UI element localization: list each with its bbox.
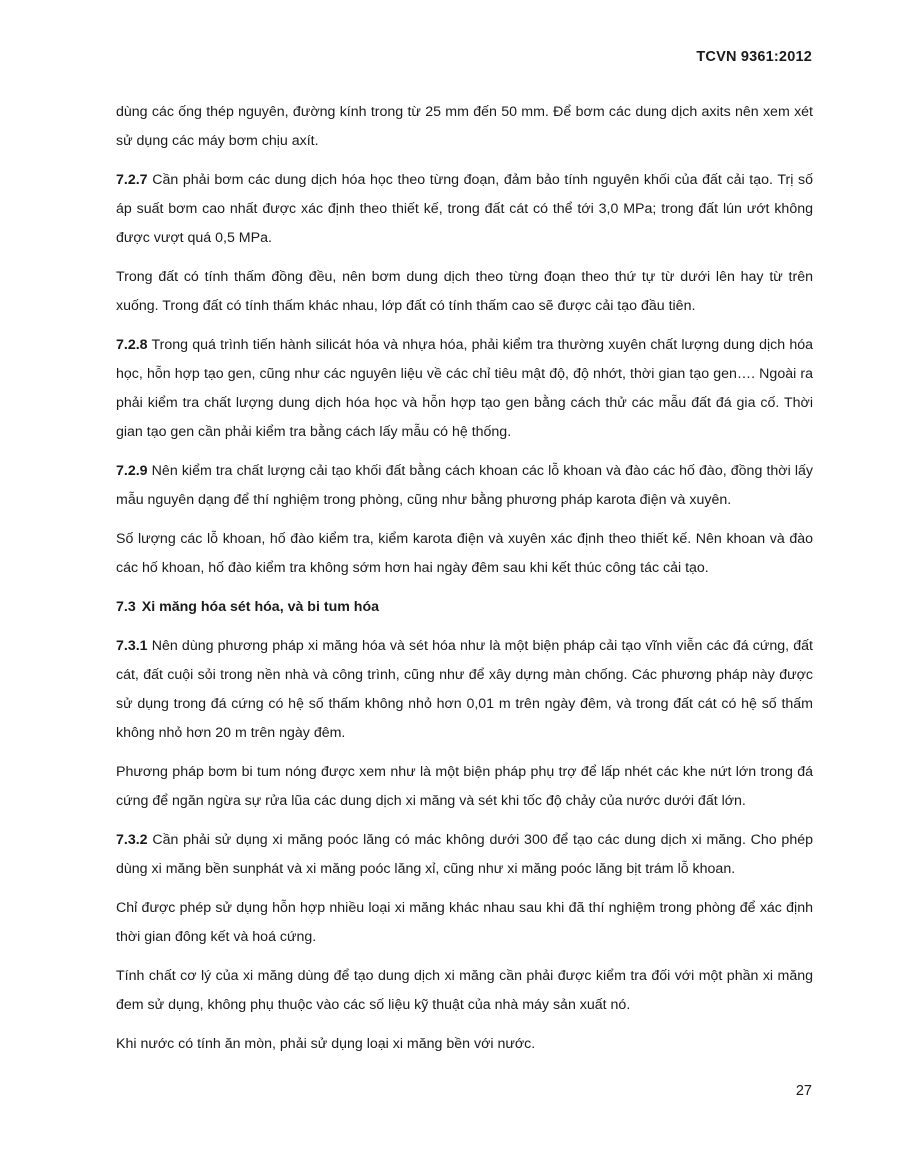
clause-number: 7.3.2: [116, 832, 148, 848]
paragraph: [116, 894, 813, 952]
section-heading-7-3: [116, 593, 813, 622]
paragraph-text: Cần phải sử dụng xi măng poóc lăng có mác không dưới 300 để tạo các dung dịch xi măng. Cho phép dùng xi măng bền sunphát và xi măng poóc lăng xỉ, cũng như xi măng poóc lăng bịt trám lỗ khoan.: [116, 832, 813, 877]
section-number: 7.3: [116, 599, 136, 615]
paragraph-text: Trong quá trình tiến hành silicát hóa và nhựa hóa, phải kiểm tra thường xuyên chất lượng dung dịch hóa học, hỗn hợp tạo gen, cũng như các nguyên liệu về các chỉ tiêu mật độ, độ nhớt, thời gian tạo gen…. Ngoài ra phải kiểm tra chất lượng dung dịch hóa học và hỗn hợp tạo gen bằng cách thử các mẫu đất đá gia cố. Thời gian tạo gen cần phải kiểm tra bằng cách lấy mẫu có hệ thống.: [116, 337, 813, 440]
clause-7-3-1: [116, 632, 813, 748]
paragraph: [116, 962, 813, 1020]
paragraph-text: Nên dùng phương pháp xi măng hóa và sét hóa như là một biện pháp cải tạo vĩnh viễn các đá cứng, đất cát, đất cuội sỏi trong nền nhà và công trình, cũng như để xây dựng màn chống. Các phương pháp này được sử dụng trong đá cứng có hệ số thấm không nhỏ hơn 0,01 m trên ngày đêm, và trong đất cát có hệ số thấm không nhỏ hơn 20 m trên ngày đêm.: [116, 638, 813, 741]
paragraph: [116, 758, 813, 816]
paragraph: [116, 1030, 813, 1059]
paragraph-text: Số lượng các lỗ khoan, hố đào kiểm tra, kiểm karota điện và xuyên xác định theo thiết kế. Nên khoan và đào các hố khoan, hố đào kiểm tra không sớm hơn hai ngày đêm sau khi kết thúc công tác cải tạo.: [116, 531, 813, 576]
paragraph-text: Nên kiểm tra chất lượng cải tạo khối đất bằng cách khoan các lỗ khoan và đào các hố đào, đồng thời lấy mẫu nguyên dạng để thí nghiệm trong phòng, cũng như bằng phương pháp karota điện và xuyên.: [116, 463, 813, 508]
clause-number: 7.2.7: [116, 172, 148, 188]
document-body: [116, 98, 813, 1069]
clause-7-2-8: [116, 331, 813, 447]
section-title: Xi măng hóa sét hóa, và bi tum hóa: [141, 599, 380, 615]
paragraph-text: Khi nước có tính ăn mòn, phải sử dụng loại xi măng bền với nước.: [116, 1036, 536, 1052]
paragraph-text: Tính chất cơ lý của xi măng dùng để tạo dung dịch xi măng cần phải được kiểm tra đối với một phần xi măng đem sử dụng, không phụ thuộc vào các số liệu kỹ thuật của nhà máy sản xuất nó.: [116, 968, 813, 1013]
paragraph-continuation: [116, 98, 813, 156]
paragraph-text: Cần phải bơm các dung dịch hóa học theo từng đoạn, đảm bảo tính nguyên khối của đất cải tạo. Trị số áp suất bơm cao nhất được xác định theo thiết kế, trong đất cát có thể tới 3,0 MPa; trong đất lún ướt không được vượt quá 0,5 MPa.: [116, 172, 813, 246]
paragraph-text: Trong đất có tính thấm đồng đều, nên bơm dung dịch theo từng đoạn theo thứ tự từ dưới lên hay từ trên xuống. Trong đất có tính thấm khác nhau, lớp đất có tính thấm cao sẽ được cải tạo đầu tiên.: [116, 269, 813, 314]
paragraph: [116, 263, 813, 321]
clause-number: 7.3.1: [116, 638, 148, 654]
paragraph-text: Phương pháp bơm bi tum nóng được xem như là một biện pháp phụ trợ để lấp nhét các khe nứt lớn trong đá cứng để ngăn ngừa sự rửa lũa các dung dịch xi măng và sét khi tốc độ chảy của nước dưới đất lớn.: [116, 764, 813, 809]
paragraph-text: dùng các ống thép nguyên, đường kính trong từ 25 mm đến 50 mm. Để bơm các dung dịch axits nên xem xét sử dụng các máy bơm chịu axít.: [116, 104, 813, 149]
clause-7-2-7: [116, 166, 813, 253]
standard-code-header: TCVN 9361:2012: [696, 49, 812, 65]
clause-number: 7.2.9: [116, 463, 148, 479]
clause-7-3-2: [116, 826, 813, 884]
page-number: 27: [795, 1083, 812, 1099]
clause-number: 7.2.8: [116, 337, 148, 353]
paragraph: [116, 525, 813, 583]
paragraph-text: Chỉ được phép sử dụng hỗn hợp nhiều loại xi măng khác nhau sau khi đã thí nghiệm trong phòng để xác định thời gian đông kết và hoá cứng.: [116, 900, 813, 945]
clause-7-2-9: [116, 457, 813, 515]
